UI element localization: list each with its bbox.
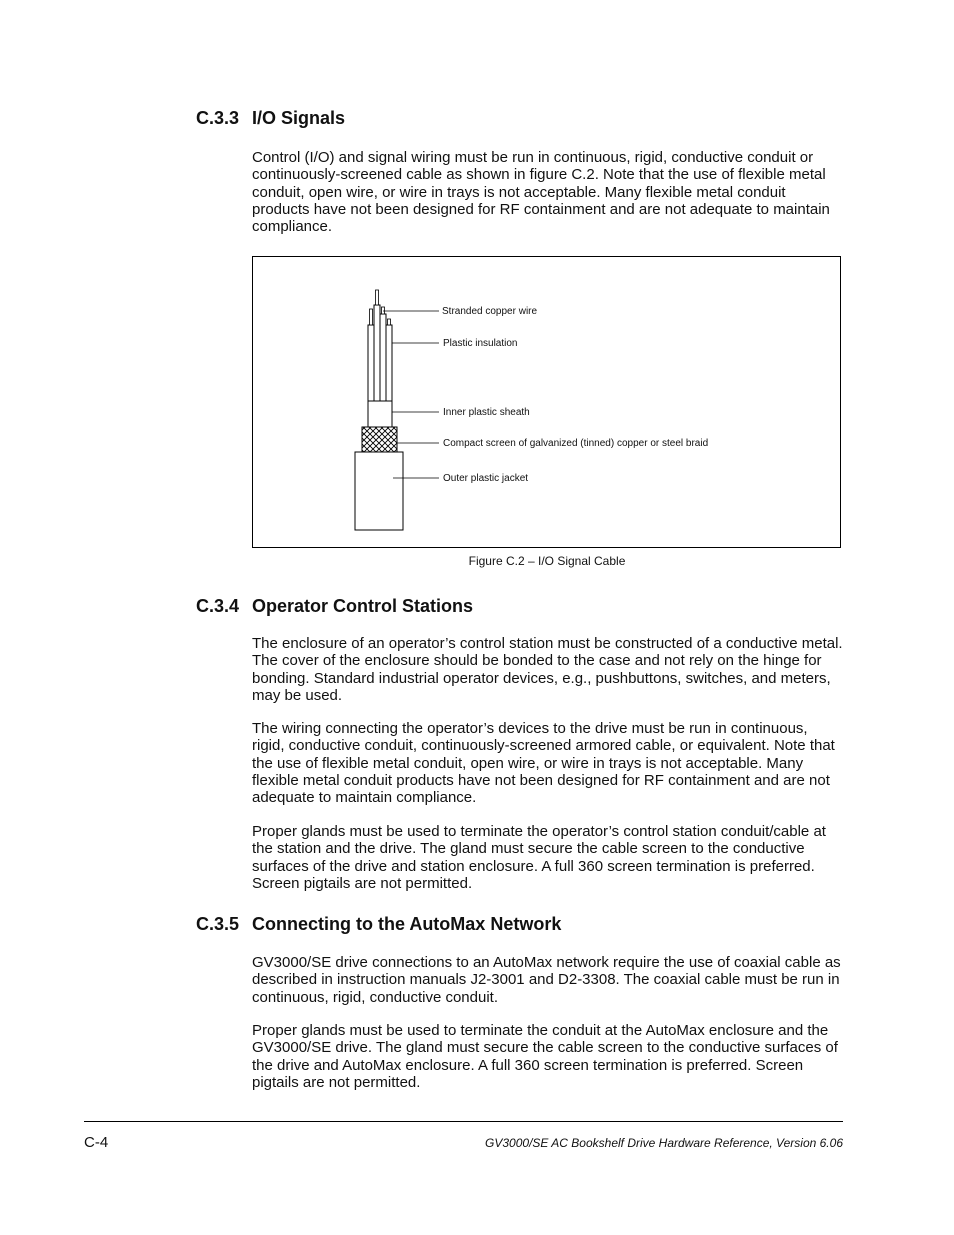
paragraph: Control (I/O) and signal wiring must be run in continuous, rigid, conductive conduit or continuously-screened cable as shown in figure C.2. Note that the use of flexible metal conduit, open wire, or wire in trays is not acceptable. Many flexible metal conduit products have not been designed for RF containment and are not adequate to maintain compliance.: [252, 149, 830, 236]
section-title: Connecting to the AutoMax Network: [252, 914, 562, 934]
label-stranded-copper-wire: Stranded copper wire: [442, 306, 538, 317]
label-outer-plastic-jacket: Outer plastic jacket: [443, 473, 529, 484]
paragraph: GV3000/SE drive connections to an AutoMax network require the use of coaxial cable as described in instruction manuals J2-3001 and D2-3308. The coaxial cable must be run in continuous, rigid, conductive conduit.: [252, 954, 841, 1006]
figure-io-signal-cable: [252, 256, 841, 548]
paragraph: The enclosure of an operator’s control station must be constructed of a conductive metal. The cover of the enclosure should be bonded to the case and not rely on the hinge for bonding. Standard industrial operator devices, e.g., pushbuttons, switches, and meters, may be used.: [252, 635, 843, 704]
section-number: C.3.4: [196, 596, 240, 616]
page-number: C-4: [84, 1134, 109, 1151]
figure-caption: Figure C.2 – I/O Signal Cable: [468, 554, 626, 568]
section-title: I/O Signals: [252, 108, 346, 128]
label-inner-plastic-sheath: Inner plastic sheath: [443, 407, 530, 418]
cable-diagram: [253, 257, 842, 549]
footer-divider: [84, 1121, 843, 1122]
label-compact-screen: Compact screen of galvanized (tinned) copper or steel braid: [443, 438, 709, 449]
document-title: GV3000/SE AC Bookshelf Drive Hardware Reference, Version 6.06: [485, 1136, 843, 1150]
section-title: Operator Control Stations: [252, 596, 474, 616]
section-number: C.3.3: [196, 108, 240, 128]
section-number: C.3.5: [196, 914, 240, 934]
paragraph: Proper glands must be used to terminate the conduit at the AutoMax enclosure and the GV3000/SE drive. The gland must secure the cable screen to the conductive surfaces of the drive and AutoMax enclosure. A full 360 screen termination is preferred. Screen pigtails are not permitted.: [252, 1022, 838, 1091]
section-heading-c34: [196, 596, 473, 617]
section-heading-c33: [196, 108, 345, 129]
label-plastic-insulation: Plastic insulation: [443, 338, 518, 349]
section-heading-c35: [196, 914, 561, 935]
paragraph: The wiring connecting the operator’s devices to the drive must be run in continuous, rigid, conductive conduit, continuously-screened armored cable, or equivalent. Note that the use of flexible metal conduit, open wire, or wire in trays is not acceptable. Many flexible metal conduit products have not been designed for RF containment and are not adequate to maintain compliance.: [252, 720, 835, 807]
paragraph: Proper glands must be used to terminate the operator’s control station conduit/cable at the station and the drive. The gland must secure the cable screen to the conductive surfaces of the drive and station enclosure. A full 360 screen termination is preferred. Screen pigtails are not permitted.: [252, 823, 826, 892]
